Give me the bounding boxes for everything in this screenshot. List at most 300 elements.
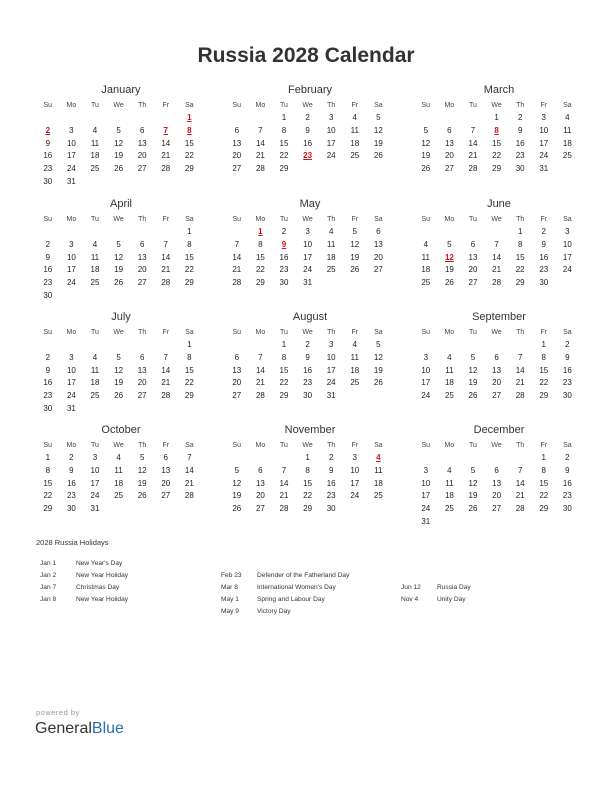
week-row (36, 239, 206, 252)
empty-day-cell (225, 452, 249, 465)
empty-day-cell (485, 516, 509, 529)
day-cell: 27 (255, 504, 265, 514)
day-cell: 13 (492, 478, 502, 488)
empty-day-cell (178, 503, 202, 516)
day-cell: 26 (421, 164, 431, 174)
day-cell: 8 (305, 465, 310, 475)
day-cell: 20 (232, 378, 242, 388)
month-may (225, 197, 395, 290)
empty-day-cell (485, 452, 509, 465)
day-cell: 7 (470, 125, 476, 135)
day-cell: 22 (539, 378, 549, 388)
day-cell: 7 (258, 352, 263, 362)
holiday-date: Feb 23 (221, 572, 242, 579)
day-cell: 10 (303, 239, 313, 249)
week-row (225, 465, 395, 478)
day-cell: 18 (90, 151, 100, 161)
day-cell: 12 (137, 465, 147, 475)
day-cell: 24 (562, 265, 572, 275)
empty-day-cell (556, 516, 580, 529)
day-cell: 31 (539, 164, 549, 174)
day-cell: 6 (139, 239, 145, 249)
week-row (36, 452, 206, 465)
weekday-label: Tu (469, 216, 477, 223)
empty-day-cell (343, 163, 367, 176)
day-cell: 9 (305, 125, 310, 135)
day-cell: 25 (562, 151, 572, 161)
day-cell: 12 (232, 478, 242, 488)
day-cell: 14 (492, 252, 502, 262)
day-cell: 23 (515, 151, 525, 161)
day-cell: 31 (303, 278, 313, 288)
day-cell: 30 (303, 391, 313, 401)
weekday-label: Sa (563, 329, 572, 336)
day-cell: 4 (328, 227, 334, 236)
week-row (225, 226, 395, 239)
day-cell: 10 (66, 252, 76, 262)
day-cell: 13 (492, 365, 502, 375)
weekday-label: Fr (162, 102, 170, 109)
day-cell: 17 (326, 365, 336, 375)
empty-day-cell (508, 339, 532, 352)
day-cell: 27 (373, 265, 383, 275)
holiday-name: New Year Holiday (76, 572, 129, 579)
day-cell: 7 (258, 125, 263, 135)
empty-day-cell (438, 112, 462, 125)
day-cell: 26 (373, 378, 383, 388)
empty-day-cell (414, 112, 438, 125)
weekday-label: Su (232, 216, 242, 223)
weekday-label: Sa (563, 216, 572, 223)
month-name: January (101, 84, 141, 96)
week-row (36, 138, 206, 151)
holiday-date: Nov 4 (401, 596, 419, 603)
weekday-label: Su (232, 102, 242, 109)
day-cell: 17 (66, 378, 76, 388)
holiday-row (401, 582, 471, 594)
day-cell: 2 (281, 227, 287, 236)
empty-day-cell (225, 226, 249, 239)
day-cell: 15 (43, 478, 53, 488)
empty-day-cell (249, 112, 273, 125)
day-cell: 27 (232, 391, 242, 401)
day-cell: 5 (376, 340, 381, 349)
weekday-label: Mo (66, 216, 77, 223)
week-row (414, 452, 584, 465)
day-cell: 3 (328, 113, 334, 122)
week-row (225, 239, 395, 252)
empty-day-cell (319, 163, 343, 176)
week-row (36, 503, 206, 516)
day-cell: 12 (373, 352, 383, 362)
weekday-header (414, 440, 584, 452)
holiday-column (221, 570, 349, 618)
holiday-date: Jan 7 (40, 584, 57, 591)
holiday-day-cell: 9 (281, 239, 287, 249)
day-cell: 22 (184, 151, 194, 161)
holidays-title: 2028 Russia Holidays (36, 538, 109, 547)
weekday-label: Fr (540, 329, 548, 336)
month-name: March (483, 84, 515, 96)
weekday-label: We (491, 442, 502, 449)
month-march (414, 83, 584, 176)
week-row (225, 163, 395, 176)
day-cell: 1 (281, 113, 287, 122)
day-cell: 16 (515, 138, 525, 148)
day-cell: 22 (539, 491, 549, 501)
weekday-label: Fr (351, 216, 359, 223)
weekday-label: Tu (280, 442, 288, 449)
day-cell: 15 (279, 138, 289, 148)
day-cell: 19 (114, 378, 124, 388)
empty-day-cell (485, 339, 509, 352)
day-cell: 28 (468, 164, 478, 174)
day-cell: 17 (66, 265, 76, 275)
day-cell: 19 (373, 138, 383, 148)
empty-day-cell (130, 176, 154, 189)
month-october (36, 423, 206, 516)
day-cell: 21 (161, 265, 171, 275)
day-cell: 3 (541, 113, 546, 122)
day-cell: 9 (517, 125, 523, 135)
day-cell: 7 (517, 352, 523, 362)
weekday-header (414, 327, 584, 339)
week-row (36, 478, 206, 491)
day-cell: 21 (161, 378, 171, 388)
week-row (414, 478, 584, 491)
day-cell: 24 (326, 151, 336, 161)
day-cell: 11 (350, 352, 359, 362)
day-cell: 26 (114, 278, 124, 288)
week-row (414, 163, 584, 176)
day-cell: 16 (303, 138, 313, 148)
day-cell: 27 (161, 491, 171, 501)
day-cell: 2 (328, 453, 334, 462)
day-cell: 1 (541, 340, 546, 349)
day-cell: 12 (350, 239, 360, 249)
day-cell: 22 (279, 151, 289, 161)
day-cell: 6 (163, 453, 168, 462)
day-cell: 17 (90, 478, 100, 488)
week-row (414, 365, 584, 378)
day-cell: 3 (423, 465, 429, 475)
day-cell: 24 (90, 491, 100, 501)
week-row (36, 377, 206, 390)
day-cell: 29 (279, 164, 289, 174)
day-cell: 26 (114, 164, 124, 174)
holiday-date: May 1 (221, 596, 239, 603)
week-row (225, 352, 395, 365)
day-cell: 28 (515, 391, 525, 401)
day-cell: 12 (421, 138, 431, 148)
day-cell: 10 (421, 478, 431, 488)
day-cell: 11 (374, 465, 383, 475)
month-name: July (111, 311, 131, 323)
holiday-date: Mar 8 (221, 584, 238, 591)
week-row (225, 277, 395, 290)
day-cell: 9 (305, 352, 310, 362)
day-cell: 13 (137, 138, 147, 148)
day-cell: 17 (421, 378, 431, 388)
empty-day-cell (154, 226, 178, 239)
day-cell: 14 (515, 478, 525, 488)
empty-day-cell (367, 390, 391, 403)
month-june (414, 197, 584, 290)
day-cell: 8 (541, 465, 546, 475)
week-row (36, 352, 206, 365)
day-cell: 10 (66, 138, 76, 148)
holiday-name: Unity Day (437, 596, 466, 603)
empty-day-cell (154, 112, 178, 125)
day-cell: 19 (137, 478, 147, 488)
weekday-label: We (491, 329, 502, 336)
day-cell: 11 (90, 252, 100, 262)
day-cell: 7 (494, 239, 499, 249)
week-row (414, 465, 584, 478)
day-cell: 21 (184, 478, 194, 488)
empty-day-cell (414, 226, 438, 239)
day-cell: 29 (184, 391, 194, 401)
day-cell: 22 (255, 265, 265, 275)
weekday-label: Mo (255, 216, 266, 223)
day-cell: 24 (421, 504, 431, 514)
weekday-label: We (302, 442, 313, 449)
week-row (36, 252, 206, 265)
day-cell: 31 (90, 504, 100, 514)
holiday-date: May 9 (221, 608, 239, 615)
week-row (414, 264, 584, 277)
day-cell: 22 (184, 378, 194, 388)
weekday-label: Su (232, 442, 242, 449)
weekday-label: Fr (162, 329, 170, 336)
brand-logo[interactable] (35, 720, 124, 738)
day-cell: 30 (562, 504, 572, 514)
day-cell: 27 (468, 278, 478, 288)
week-row (414, 339, 584, 352)
day-cell: 16 (43, 151, 53, 161)
day-cell: 28 (161, 164, 171, 174)
day-cell: 15 (492, 138, 502, 148)
weekday-label: Tu (280, 329, 288, 336)
weekday-label: Mo (444, 442, 455, 449)
day-cell: 27 (492, 504, 502, 514)
week-row (414, 150, 584, 163)
day-cell: 31 (66, 176, 76, 186)
day-cell: 20 (492, 378, 502, 388)
day-cell: 3 (352, 453, 357, 462)
day-cell: 31 (421, 516, 431, 526)
weekday-label: Th (516, 102, 525, 109)
day-cell: 28 (255, 391, 265, 401)
weekday-label: Th (138, 329, 147, 336)
day-cell: 24 (350, 491, 360, 501)
holiday-row (221, 582, 349, 594)
week-row (225, 365, 395, 378)
weekday-label: Sa (563, 442, 572, 449)
day-cell: 9 (45, 365, 51, 375)
weekday-header (225, 327, 395, 339)
weekday-label: Tu (91, 329, 99, 336)
day-cell: 20 (468, 265, 478, 275)
day-cell: 24 (539, 151, 549, 161)
day-cell: 27 (137, 278, 147, 288)
day-cell: 4 (447, 465, 452, 475)
weekday-header (414, 214, 584, 226)
day-cell: 27 (137, 391, 147, 401)
day-cell: 8 (517, 239, 523, 249)
weekday-label: We (302, 329, 313, 336)
day-cell: 26 (468, 504, 478, 514)
empty-day-cell (272, 452, 296, 465)
week-row (225, 452, 395, 465)
brand-blue: Blue (91, 720, 124, 737)
empty-day-cell (130, 503, 154, 516)
month-september (414, 310, 584, 403)
day-cell: 2 (305, 113, 310, 122)
weekday-label: Mo (444, 329, 455, 336)
week-row (414, 138, 584, 151)
page-title: Russia 2028 Calendar (197, 44, 415, 67)
empty-day-cell (83, 226, 107, 239)
weekday-label: Fr (351, 442, 359, 449)
day-cell: 30 (515, 164, 525, 174)
day-cell: 26 (114, 391, 124, 401)
day-cell: 20 (137, 151, 147, 161)
holiday-name: New Year's Day (76, 560, 123, 567)
day-cell: 13 (444, 138, 454, 148)
weekday-label: Sa (185, 102, 194, 109)
empty-day-cell (83, 290, 107, 303)
week-row (36, 277, 206, 290)
day-cell: 7 (281, 465, 287, 475)
day-cell: 13 (137, 365, 147, 375)
weekday-label: Fr (351, 329, 359, 336)
day-cell: 10 (326, 125, 336, 135)
empty-day-cell (154, 339, 178, 352)
day-cell: 18 (421, 265, 431, 275)
day-cell: 21 (232, 265, 242, 275)
day-cell: 26 (137, 491, 147, 501)
day-cell: 18 (444, 378, 454, 388)
weekday-label: Fr (540, 102, 548, 109)
day-cell: 8 (281, 125, 287, 135)
week-row (36, 290, 206, 303)
weekday-label: Fr (351, 102, 359, 109)
day-cell: 12 (373, 125, 383, 135)
day-cell: 21 (468, 151, 478, 161)
empty-day-cell (36, 112, 60, 125)
empty-day-cell (414, 452, 438, 465)
weekday-label: Mo (66, 442, 77, 449)
day-cell: 19 (114, 265, 124, 275)
empty-day-cell (485, 226, 509, 239)
day-cell: 8 (541, 352, 546, 362)
day-cell: 29 (492, 164, 502, 174)
day-cell: 20 (444, 151, 454, 161)
day-cell: 9 (565, 465, 570, 475)
day-cell: 5 (423, 125, 429, 135)
day-cell: 3 (92, 453, 98, 462)
day-cell: 14 (515, 365, 525, 375)
weekday-label: Su (421, 329, 431, 336)
holiday-name: International Women's Day (257, 584, 336, 591)
day-cell: 30 (43, 290, 53, 300)
day-cell: 4 (352, 340, 357, 349)
weekday-label: Tu (469, 329, 477, 336)
weekday-label: Th (327, 329, 336, 336)
weekday-label: Fr (540, 216, 548, 223)
day-cell: 11 (327, 239, 336, 249)
weekday-label: Th (138, 442, 147, 449)
empty-day-cell (249, 452, 273, 465)
day-cell: 21 (279, 491, 289, 501)
empty-day-cell (461, 112, 485, 125)
month-august (225, 310, 395, 403)
day-cell: 6 (139, 125, 145, 135)
week-row (414, 503, 584, 516)
week-row (225, 377, 395, 390)
month-april (36, 197, 206, 303)
day-cell: 14 (161, 138, 171, 148)
day-cell: 26 (232, 504, 242, 514)
day-cell: 14 (161, 252, 171, 262)
weekday-header (225, 100, 395, 112)
holiday-day-cell: 23 (303, 151, 313, 161)
day-cell: 5 (447, 239, 452, 249)
weekday-label: Mo (444, 216, 455, 223)
week-row (225, 264, 395, 277)
day-cell: 29 (184, 164, 194, 174)
day-cell: 5 (470, 352, 476, 362)
day-cell: 30 (43, 176, 53, 186)
week-row (225, 252, 395, 265)
day-cell: 4 (92, 239, 98, 249)
weekday-header (414, 100, 584, 112)
holiday-day-cell: 12 (444, 252, 454, 262)
day-cell: 18 (90, 378, 100, 388)
week-row (414, 239, 584, 252)
week-row (36, 403, 206, 416)
day-cell: 20 (492, 491, 502, 501)
weekday-label: Sa (374, 216, 383, 223)
week-row (36, 150, 206, 163)
holiday-row (221, 594, 349, 606)
weekday-label: Mo (255, 329, 266, 336)
day-cell: 2 (541, 227, 546, 236)
empty-day-cell (296, 163, 320, 176)
empty-day-cell (60, 226, 84, 239)
day-cell: 10 (350, 465, 360, 475)
empty-day-cell (130, 403, 154, 416)
weekday-label: We (491, 102, 502, 109)
day-cell: 16 (562, 478, 572, 488)
day-cell: 18 (114, 478, 124, 488)
day-cell: 14 (232, 252, 242, 262)
day-cell: 10 (562, 239, 572, 249)
day-cell: 11 (421, 252, 430, 262)
day-cell: 1 (187, 340, 192, 349)
empty-day-cell (60, 339, 84, 352)
week-row (36, 125, 206, 138)
day-cell: 20 (373, 252, 383, 262)
empty-day-cell (107, 503, 131, 516)
day-cell: 26 (468, 391, 478, 401)
day-cell: 15 (539, 478, 549, 488)
day-cell: 14 (184, 465, 194, 475)
week-row (414, 252, 584, 265)
weekday-label: Sa (563, 102, 572, 109)
day-cell: 25 (350, 378, 360, 388)
